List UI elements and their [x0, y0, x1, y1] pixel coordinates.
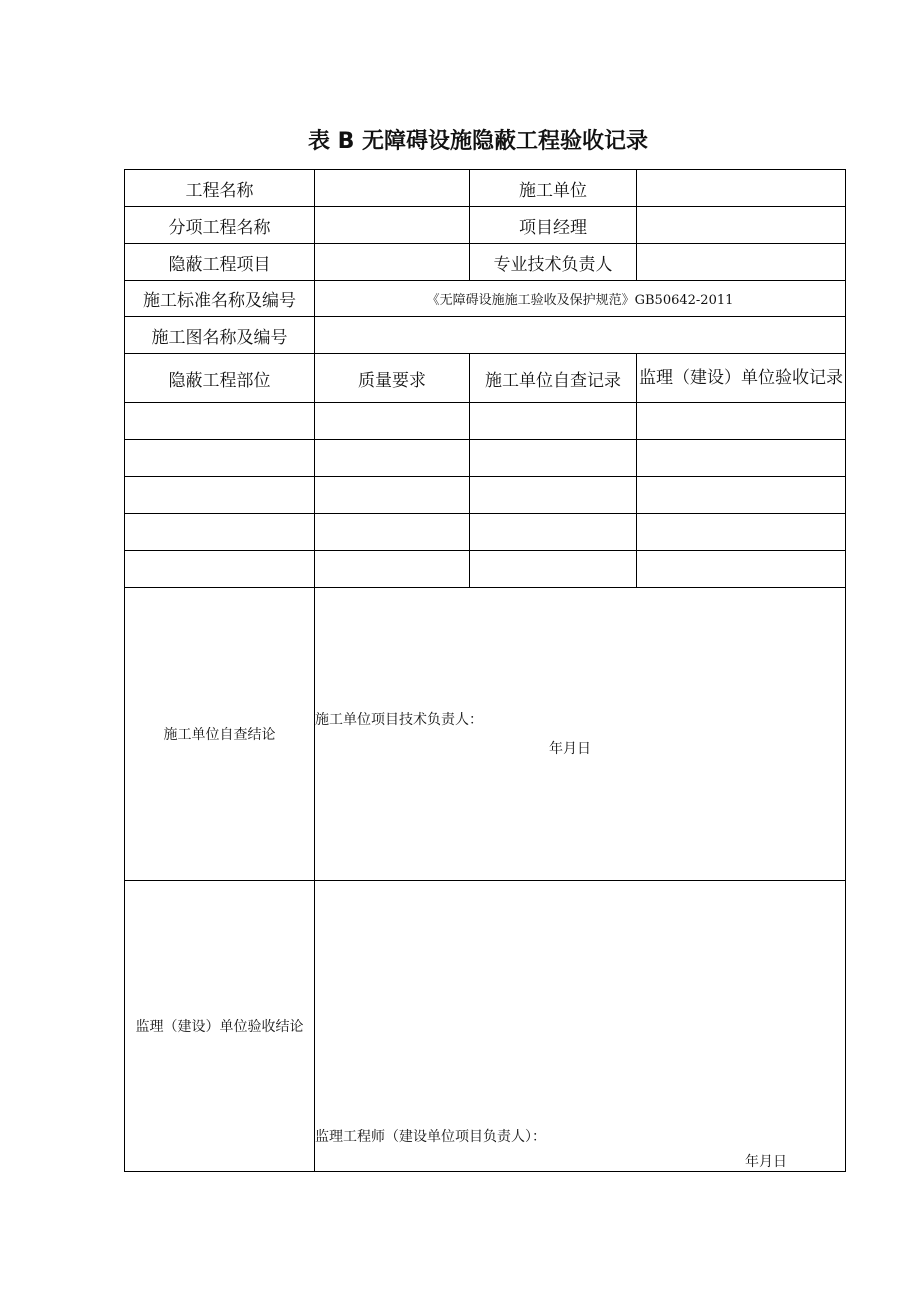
sub-project-label: 分项工程名称 [125, 207, 315, 244]
record-quality-cell[interactable] [315, 551, 470, 588]
project-name-field[interactable] [315, 170, 470, 207]
column-header-row [125, 354, 846, 403]
row-sub-project [125, 207, 846, 244]
row-project-name [125, 170, 846, 207]
tech-lead-field[interactable] [637, 244, 846, 281]
column-header-location: 隐蔽工程部位 [125, 354, 315, 403]
record-self-check-cell[interactable] [470, 551, 637, 588]
record-quality-cell[interactable] [315, 514, 470, 551]
row-supervision-conclusion [125, 881, 846, 1172]
record-location-cell[interactable] [125, 551, 315, 588]
record-self-check-cell[interactable] [470, 514, 637, 551]
supervision-conclusion-field[interactable] [315, 881, 846, 1172]
self-check-conclusion-field[interactable] [315, 588, 846, 881]
record-location-cell[interactable] [125, 403, 315, 440]
record-supervision-cell[interactable] [637, 440, 846, 477]
construction-unit-field[interactable] [637, 170, 846, 207]
record-location-cell[interactable] [125, 514, 315, 551]
row-standard [125, 281, 846, 317]
supervision-signer-label: 监理工程师（建设单位项目负责人）： [315, 1129, 546, 1145]
supervision-conclusion-label: 监理（建设）单位验收结论 [125, 881, 315, 1172]
record-supervision-cell[interactable] [637, 551, 846, 588]
record-supervision-cell[interactable] [637, 403, 846, 440]
project-name-label: 工程名称 [125, 170, 315, 207]
record-row [125, 440, 846, 477]
page-title: 表 B 无障碍设施隐蔽工程验收记录 [307, 129, 649, 154]
record-location-cell[interactable] [125, 440, 315, 477]
record-supervision-cell[interactable] [637, 514, 846, 551]
row-hidden-item [125, 244, 846, 281]
acceptance-record-table [124, 169, 846, 1172]
record-quality-cell[interactable] [315, 403, 470, 440]
self-check-signer-label: 施工单位项目技术负责人： [315, 712, 483, 728]
record-row [125, 403, 846, 440]
standard-field[interactable]: 《无障碍设施施工验收及保护规范》GB50642-2011 [315, 281, 846, 317]
standard-label: 施工标准名称及编号 [125, 281, 315, 317]
construction-unit-label: 施工单位 [470, 170, 637, 207]
sub-project-field[interactable] [315, 207, 470, 244]
drawing-field[interactable] [315, 317, 846, 354]
record-row [125, 477, 846, 514]
row-drawing [125, 317, 846, 354]
hidden-item-label: 隐蔽工程项目 [125, 244, 315, 281]
column-header-self-check: 施工单位自查记录 [470, 354, 637, 403]
self-check-conclusion-label: 施工单位自查结论 [125, 588, 315, 881]
column-header-quality: 质量要求 [315, 354, 470, 403]
record-self-check-cell[interactable] [470, 477, 637, 514]
record-quality-cell[interactable] [315, 477, 470, 514]
drawing-label: 施工图名称及编号 [125, 317, 315, 354]
record-location-cell[interactable] [125, 477, 315, 514]
project-manager-field[interactable] [637, 207, 846, 244]
hidden-item-field[interactable] [315, 244, 470, 281]
record-self-check-cell[interactable] [470, 440, 637, 477]
column-header-supervision: 监理（建设）单位验收记录 [637, 354, 846, 403]
row-self-check-conclusion [125, 588, 846, 881]
project-manager-label: 项目经理 [470, 207, 637, 244]
record-row [125, 514, 846, 551]
supervision-date: 年月日 [745, 1154, 787, 1170]
record-supervision-cell[interactable] [637, 477, 846, 514]
record-quality-cell[interactable] [315, 440, 470, 477]
self-check-date: 年月日 [549, 741, 591, 757]
tech-lead-label: 专业技术负责人 [470, 244, 637, 281]
record-self-check-cell[interactable] [470, 403, 637, 440]
record-row [125, 551, 846, 588]
